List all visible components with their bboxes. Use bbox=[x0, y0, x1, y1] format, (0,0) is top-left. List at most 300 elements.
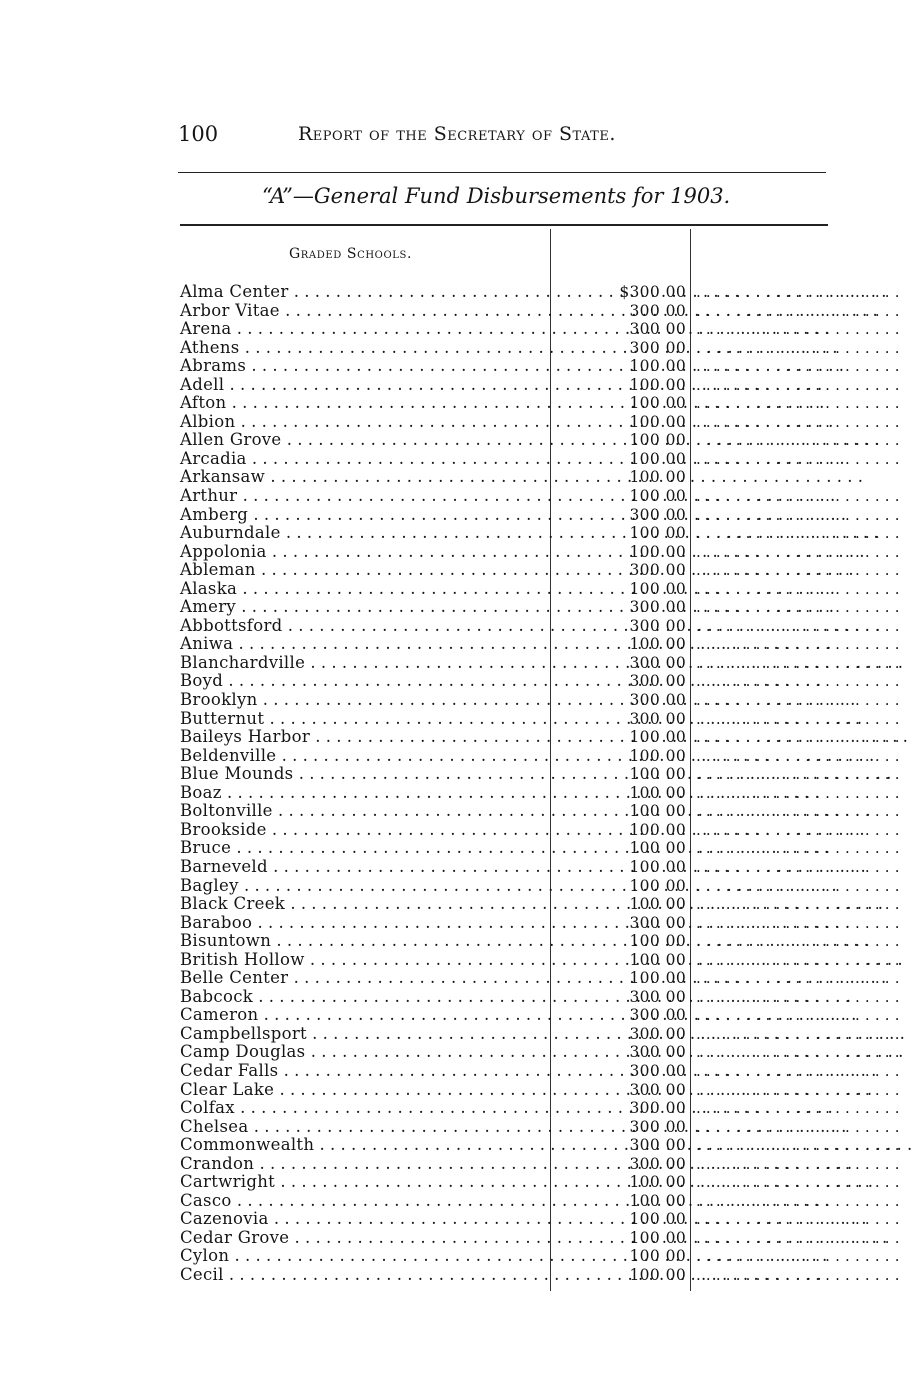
amount-dollars: 300 bbox=[629, 1043, 660, 1062]
amount-dollars: 100 bbox=[629, 932, 660, 951]
dot-leader: . . . . . . . . . . . . . . . . . . . . . bbox=[696, 913, 900, 932]
dot-leader: . . . . . . . . . . . . . . . . . . . . . bbox=[696, 783, 900, 802]
dot-leader: . . . . . . . . . . . . . . . . . . . . . bbox=[696, 746, 900, 765]
amount-cents: 00 bbox=[665, 839, 686, 858]
dot-leader: . . . . . . . . . . . . . . . . . . . . . bbox=[696, 283, 900, 301]
table-row bbox=[180, 1153, 900, 1174]
dot-leader: . . . . . . . . . . . . . . . . . . . . . bbox=[696, 635, 900, 654]
school-name: Abrams . . . bbox=[180, 357, 548, 376]
dot-leader: . . . . . . . . . . . . . . . . . . . . . bbox=[696, 524, 900, 543]
dot-leader: . . . . . . . . . . . . . . . . . . . . . bbox=[696, 357, 900, 376]
dot-leader: . . . . . . . . . . . . . . . . . . . . . bbox=[696, 616, 900, 635]
amount-dollars: $300 bbox=[619, 283, 660, 301]
amount-cents: 00 bbox=[665, 579, 686, 598]
school-name: Bruce . . . bbox=[180, 839, 548, 858]
dot-leader: . . . . . . . . . . . . . . . . . . . . . bbox=[696, 895, 900, 914]
amount bbox=[610, 598, 686, 617]
table-row bbox=[180, 782, 900, 803]
amount-cents: 00 bbox=[665, 1173, 686, 1192]
running-title: Report of the Secretary of State. bbox=[298, 123, 616, 145]
dot-leader: . . . . . . . . . . . . . . . . . . . . . bbox=[696, 1154, 900, 1173]
amount bbox=[610, 450, 686, 469]
dot-leader: . . . . . . . . . . . . . . . . . . . . . bbox=[696, 1117, 900, 1136]
amount bbox=[610, 895, 686, 914]
amount-dollars: 100 bbox=[629, 765, 660, 784]
school-name: Commonwealth . . . bbox=[180, 1136, 548, 1155]
amount bbox=[610, 858, 686, 877]
amount bbox=[610, 802, 686, 821]
amount-dollars: 300 bbox=[629, 338, 660, 357]
amount-dollars: 100 bbox=[629, 839, 660, 858]
amount-cents: 00 bbox=[665, 635, 686, 654]
table-row bbox=[180, 523, 900, 543]
amount-cents: 00 bbox=[665, 542, 686, 561]
amount-cents: 00 bbox=[665, 746, 686, 765]
amount bbox=[610, 691, 686, 710]
school-name: Blue Mounds . . . bbox=[180, 765, 548, 784]
amount-dollars: 300 bbox=[629, 320, 660, 339]
dot-leader: . . . . . . . . . . . . . . . . . . . . . bbox=[696, 579, 900, 598]
amount bbox=[610, 672, 686, 691]
school-name: Belle Center . . . bbox=[180, 969, 548, 988]
dot-leader: . . . . . . . . . . . . . . . . . . . . . bbox=[696, 1136, 900, 1155]
school-name: Baraboo . . . bbox=[180, 914, 548, 933]
amount bbox=[610, 561, 686, 580]
dot-leader: . . . . . . . . . . . . . . . . . . . . . bbox=[696, 1210, 900, 1229]
dot-leader: . . . . . . . . . . . . . . . . . . . . . bbox=[696, 320, 900, 339]
dot-leader: . . . . . . . . . . . . . . . . . . . . . bbox=[696, 857, 900, 876]
dot-leader: . . . . . . . . . . . . . . . . . . . . . bbox=[696, 1006, 900, 1025]
dot-leader: . . . . . . . . . . . . . . . . . . . . . bbox=[696, 431, 900, 450]
amount-dollars: 300 bbox=[629, 616, 660, 635]
table-row bbox=[180, 486, 900, 506]
amount-cents: 00 bbox=[665, 394, 686, 413]
school-name: Boltonville . . . bbox=[180, 802, 548, 821]
table-row bbox=[180, 1023, 900, 1044]
school-name: Arthur . . . bbox=[180, 487, 548, 506]
table-row bbox=[180, 634, 900, 654]
amount-dollars: 300 bbox=[629, 709, 660, 728]
dot-leader: . . . . . . . . . . . . . . . . . . . . . bbox=[696, 1099, 900, 1118]
amount bbox=[610, 1247, 686, 1266]
page-header bbox=[178, 122, 718, 152]
amount-cents: 00 bbox=[665, 301, 686, 320]
dot-leader: . . . . . . . . . . . . . . . . . . . . . bbox=[696, 672, 900, 691]
table-row bbox=[180, 597, 900, 617]
school-name: Boyd . . . bbox=[180, 672, 548, 691]
school-name: Casco . . . bbox=[180, 1192, 548, 1211]
amount bbox=[610, 357, 686, 376]
amount bbox=[610, 839, 686, 858]
amount-cents: 00 bbox=[665, 1228, 686, 1247]
school-name: Albion . . . bbox=[180, 413, 548, 432]
amount-cents: 00 bbox=[665, 561, 686, 580]
school-name: Beldenville . . . bbox=[180, 747, 548, 766]
dot-leader: . . . . . . . . . . . . . . . . . . . . . bbox=[696, 1247, 900, 1266]
amount bbox=[610, 1192, 686, 1211]
amount-dollars: 100 bbox=[629, 1191, 660, 1210]
amount bbox=[610, 1266, 686, 1285]
dot-leader: . . . . . . . . . . . . . . . . . . . . . bbox=[696, 728, 900, 747]
school-name: Arena . . . bbox=[180, 320, 548, 339]
dot-leader: . . . . . . . . . . . . . . . . . . . . . bbox=[696, 338, 900, 357]
amount-dollars: 300 bbox=[629, 1024, 660, 1043]
amount bbox=[610, 784, 686, 803]
table-row bbox=[180, 1005, 900, 1025]
amount-cents: 00 bbox=[665, 653, 686, 672]
amount bbox=[610, 468, 686, 487]
amount-dollars: 300 bbox=[629, 1080, 660, 1099]
amount bbox=[610, 543, 686, 562]
amount bbox=[610, 413, 686, 432]
school-name: Cazenovia . . . bbox=[180, 1210, 548, 1229]
amount-cents: 00 bbox=[665, 338, 686, 357]
table-row bbox=[180, 745, 900, 766]
amount bbox=[610, 376, 686, 395]
school-name: Bagley . . . bbox=[180, 877, 548, 896]
table-row bbox=[180, 912, 900, 933]
amount-cents: 00 bbox=[665, 431, 686, 450]
amount bbox=[610, 580, 686, 599]
amount-dollars: 300 bbox=[629, 1117, 660, 1136]
school-name: Alaska . . . bbox=[180, 580, 548, 599]
amount bbox=[610, 617, 686, 636]
dot-leader: . . . . . . . . . . . . . . . . . . . . . bbox=[696, 653, 900, 672]
amount-cents: 00 bbox=[665, 783, 686, 802]
school-name: Cylon . . . bbox=[180, 1247, 548, 1266]
dot-leader: . . . . . . . . . . . . . . . . . . . . . bbox=[696, 876, 900, 895]
dot-leader: . . . . . . . . . . . . . . . . . . . . . bbox=[696, 505, 900, 524]
amount-dollars: 100 bbox=[629, 579, 660, 598]
amount-cents: 00 bbox=[665, 857, 686, 876]
dot-leader: . . . . . . . . . . . . . . . . . . . . . bbox=[696, 1080, 900, 1099]
school-name: Amery . . . bbox=[180, 598, 548, 617]
dot-leader: . . . . . . . . . . . . . . . . . . . . . bbox=[696, 839, 900, 858]
table-row bbox=[180, 356, 900, 376]
amount-dollars: 300 bbox=[629, 1006, 660, 1025]
school-name: Boaz . . . bbox=[180, 784, 548, 803]
table-row bbox=[180, 1079, 900, 1100]
amount-dollars: 100 bbox=[629, 468, 660, 487]
dot-leader: . . . . . . . . . . . . . . . . . . . . . bbox=[696, 301, 900, 320]
amount-cents: 00 bbox=[665, 1080, 686, 1099]
amount-dollars: 300 bbox=[629, 1136, 660, 1155]
amount-cents: 00 bbox=[665, 820, 686, 839]
table-row bbox=[180, 894, 900, 914]
dot-leader: . . . . . . . . . . . . . . . . . . . . . bbox=[696, 561, 900, 580]
amount bbox=[610, 506, 686, 525]
amount-cents: 00 bbox=[665, 709, 686, 728]
amount-dollars: 100 bbox=[629, 857, 660, 876]
amount-cents: 00 bbox=[665, 449, 686, 468]
amount-dollars: 100 bbox=[629, 1173, 660, 1192]
amount-dollars: 100 bbox=[629, 412, 660, 431]
amount-cents: 00 bbox=[665, 1154, 686, 1173]
table-row bbox=[180, 1060, 900, 1081]
amount bbox=[610, 1025, 686, 1044]
amount-cents: 00 bbox=[665, 932, 686, 951]
amount-cents: 00 bbox=[665, 616, 686, 635]
table-row bbox=[180, 690, 900, 710]
table-row bbox=[180, 708, 900, 729]
dot-leader: . . . . . . . . . . . . . . . . . . . . . bbox=[696, 487, 900, 506]
school-name: Aniwa . . . bbox=[180, 635, 548, 654]
amount-cents: 00 bbox=[665, 1210, 686, 1229]
amount-dollars: 100 bbox=[629, 802, 660, 821]
top-rule bbox=[178, 172, 826, 173]
table-row bbox=[180, 1190, 900, 1211]
school-name: Babcock . . . bbox=[180, 988, 548, 1007]
amount-cents: 00 bbox=[665, 1265, 686, 1284]
school-name: Barneveld . . . bbox=[180, 858, 548, 877]
amount-dollars: 300 bbox=[629, 1154, 660, 1173]
school-name: Abbottsford . . . bbox=[180, 617, 548, 636]
dot-leader: . . . . . . . . . . . . . . . . . . . . . bbox=[696, 394, 900, 413]
school-name: Clear Lake . . . bbox=[180, 1081, 548, 1100]
dot-leader: . . . . . . . . . . . . . . . . . . . . . bbox=[696, 1228, 900, 1247]
amount-dollars: 300 bbox=[629, 598, 660, 617]
school-name: Brooklyn . . . bbox=[180, 691, 548, 710]
school-name: Athens . . . bbox=[180, 339, 548, 358]
table-row bbox=[180, 764, 900, 784]
table-row bbox=[180, 541, 900, 562]
dot-leader: . . . . . . . . . . . . . . . . . . . . . bbox=[696, 709, 900, 728]
amount-cents: 00 bbox=[665, 505, 686, 524]
school-name: British Hollow . . . bbox=[180, 951, 548, 970]
table-row bbox=[180, 801, 900, 821]
amount-dollars: 100 bbox=[629, 357, 660, 376]
table-row bbox=[180, 300, 900, 321]
amount-cents: 00 bbox=[665, 412, 686, 431]
amount bbox=[610, 320, 686, 339]
amount bbox=[610, 487, 686, 506]
table-row bbox=[180, 615, 900, 636]
amount-cents: 00 bbox=[665, 672, 686, 691]
amount-dollars: 100 bbox=[629, 876, 660, 895]
amount-cents: 00 bbox=[665, 598, 686, 617]
amount bbox=[610, 747, 686, 766]
title-rule bbox=[180, 224, 828, 226]
school-name: Bisuntown . . . bbox=[180, 932, 548, 951]
school-name: Chelsea . . . bbox=[180, 1118, 548, 1137]
amount-dollars: 100 bbox=[629, 1265, 660, 1284]
amount bbox=[610, 654, 686, 673]
dot-leader: . . . . . . . . . . . . . . . . . . . . . bbox=[696, 542, 900, 561]
amount-cents: 00 bbox=[665, 913, 686, 932]
school-name: Adell . . . bbox=[180, 376, 548, 395]
dot-leader: . . . . . . . . . . . . . . . . . . . . . bbox=[696, 1173, 900, 1192]
amount bbox=[610, 932, 686, 951]
table-row bbox=[180, 374, 900, 395]
school-name: Arcadia . . . bbox=[180, 450, 548, 469]
amount-dollars: 100 bbox=[629, 950, 660, 969]
amount-dollars: 100 bbox=[629, 487, 660, 506]
amount bbox=[610, 914, 686, 933]
amount bbox=[610, 1210, 686, 1229]
dot-leader: . . . . . . . . . . . . . . . . . . . . . bbox=[696, 375, 900, 394]
amount bbox=[610, 1006, 686, 1025]
table-row bbox=[180, 856, 900, 877]
amount-cents: 00 bbox=[665, 969, 686, 988]
table-row bbox=[180, 819, 900, 840]
amount-dollars: 300 bbox=[629, 691, 660, 710]
table-row bbox=[180, 875, 900, 896]
page-number: 100 bbox=[178, 122, 219, 146]
amount bbox=[610, 635, 686, 654]
amount-dollars: 300 bbox=[629, 301, 660, 320]
dot-leader: . . . . . . . . . . . . . . . . . . . . . bbox=[696, 1265, 900, 1284]
amount bbox=[610, 283, 686, 302]
amount-dollars: 100 bbox=[629, 431, 660, 450]
amount bbox=[610, 821, 686, 840]
table-row bbox=[180, 931, 900, 951]
amount-cents: 00 bbox=[665, 765, 686, 784]
amount-dollars: 100 bbox=[629, 635, 660, 654]
table-row bbox=[180, 652, 900, 673]
amount bbox=[610, 524, 686, 543]
amount-dollars: 100 bbox=[629, 820, 660, 839]
amount-cents: 00 bbox=[665, 1099, 686, 1118]
table-row bbox=[180, 319, 900, 339]
amount-cents: 00 bbox=[665, 1061, 686, 1080]
amount-dollars: 100 bbox=[629, 394, 660, 413]
school-name: Brookside . . . bbox=[180, 821, 548, 840]
amount-cents: 00 bbox=[665, 691, 686, 710]
dot-leader: . . . . . . . . . . . . . . . . . . . . . bbox=[696, 1043, 900, 1062]
amount bbox=[610, 969, 686, 988]
school-name: Colfax . . . bbox=[180, 1099, 548, 1118]
amount bbox=[610, 951, 686, 970]
table-row bbox=[180, 1042, 900, 1062]
amount-dollars: 100 bbox=[629, 1247, 660, 1266]
amount-cents: 00 bbox=[665, 895, 686, 914]
table-row bbox=[180, 560, 900, 580]
amount-dollars: 300 bbox=[629, 1061, 660, 1080]
amount-cents: 00 bbox=[665, 1117, 686, 1136]
table-row bbox=[180, 430, 900, 450]
amount-dollars: 100 bbox=[629, 783, 660, 802]
table-row bbox=[180, 411, 900, 432]
dot-leader: . . . . . . . . . . . . . . . . . . . . . bbox=[696, 765, 900, 784]
dot-leader: . . . . . . . . . . . . . . . . . . . . . bbox=[696, 932, 900, 951]
amount bbox=[610, 394, 686, 413]
amount-cents: 00 bbox=[665, 728, 686, 747]
amount-cents: 00 bbox=[665, 1191, 686, 1210]
school-name: Allen Grove . . . bbox=[180, 431, 548, 450]
amount bbox=[610, 1043, 686, 1062]
amount bbox=[610, 1099, 686, 1118]
school-name: Cedar Falls . . . bbox=[180, 1062, 548, 1081]
school-name: Cedar Grove . . . bbox=[180, 1229, 548, 1248]
table-row bbox=[180, 1264, 900, 1285]
amount-cents: 00 bbox=[665, 357, 686, 376]
table-row bbox=[180, 448, 900, 469]
table-row bbox=[180, 468, 832, 487]
amount-dollars: 300 bbox=[629, 653, 660, 672]
amount-cents: 00 bbox=[665, 1247, 686, 1266]
amount-dollars: 100 bbox=[629, 1228, 660, 1247]
amount-cents: 00 bbox=[665, 320, 686, 339]
amount bbox=[610, 1155, 686, 1174]
amount bbox=[610, 728, 686, 747]
school-name: Alma Center . . . bbox=[180, 283, 548, 302]
table-row bbox=[180, 337, 900, 358]
school-name: Amberg . . . bbox=[180, 506, 548, 525]
section-heading: Graded Schools. bbox=[289, 246, 413, 262]
school-name: Campbellsport . . . bbox=[180, 1025, 548, 1044]
school-name: Blanchardville . . . bbox=[180, 654, 548, 673]
amount-dollars: 300 bbox=[629, 561, 660, 580]
amount-cents: 00 bbox=[665, 950, 686, 969]
school-name: Cameron . . . bbox=[180, 1006, 548, 1025]
amount-cents: 00 bbox=[665, 524, 686, 543]
amount-dollars: 100 bbox=[629, 449, 660, 468]
school-name: Crandon . . . bbox=[180, 1155, 548, 1174]
amount-dollars: 300 bbox=[629, 1099, 660, 1118]
dot-leader: . . . . . . . . . . . . . . . . . . . . . bbox=[696, 1191, 900, 1210]
table-row bbox=[180, 393, 900, 413]
amount bbox=[610, 1229, 686, 1248]
dot-leader: . . . . . . . . . . . . . . . . . . . . . bbox=[696, 802, 900, 821]
school-name: Ableman . . . bbox=[180, 561, 548, 580]
amount bbox=[610, 988, 686, 1007]
amount-dollars: 100 bbox=[629, 524, 660, 543]
school-name: Appolonia . . . bbox=[180, 543, 548, 562]
amount-dollars: 100 bbox=[629, 375, 660, 394]
table-row bbox=[180, 504, 900, 525]
amount-cents: 00 bbox=[665, 468, 686, 487]
amount bbox=[610, 339, 686, 358]
dot-leader: . . . . . . . . . . . . . . . . . . . . . bbox=[696, 820, 900, 839]
school-name: Afton . . . bbox=[180, 394, 548, 413]
amount-dollars: 100 bbox=[629, 542, 660, 561]
amount-cents: 00 bbox=[665, 1136, 686, 1155]
amount-cents: 00 bbox=[665, 1006, 686, 1025]
amount bbox=[610, 710, 686, 729]
amount-cents: 00 bbox=[665, 987, 686, 1006]
table-row bbox=[180, 838, 900, 858]
dot-leader: . . . . . . . . . . . . . . . . . . . . . bbox=[696, 1061, 900, 1080]
school-name: Baileys Harbor . . . bbox=[180, 728, 548, 747]
amount bbox=[610, 1173, 686, 1192]
dot-leader: . . . . . . . . . . . . . . . . . . . . . bbox=[696, 950, 900, 969]
table-row bbox=[180, 986, 900, 1007]
school-name: Arkansaw . . . bbox=[180, 468, 548, 487]
table-row bbox=[180, 1172, 900, 1192]
amount-dollars: 300 bbox=[629, 913, 660, 932]
table-row bbox=[180, 1098, 900, 1118]
table-row bbox=[180, 949, 900, 970]
school-name: Auburndale . . . bbox=[180, 524, 548, 543]
dot-leader: . . . . . . . . . . . . . . . . . . . . . bbox=[696, 449, 900, 468]
table-row bbox=[180, 282, 900, 302]
amount bbox=[610, 1118, 686, 1137]
dot-leader: . . . . . . . . . . . . . . . . . . . . . bbox=[696, 987, 900, 1006]
amount-cents: 00 bbox=[665, 876, 686, 895]
table-row bbox=[180, 727, 900, 747]
amount bbox=[610, 431, 686, 450]
school-name: Black Creek . . . bbox=[180, 895, 548, 914]
amount-cents: 00 bbox=[665, 802, 686, 821]
amount-dollars: 300 bbox=[629, 505, 660, 524]
amount-dollars: 100 bbox=[629, 969, 660, 988]
amount-dollars: 100 bbox=[629, 1210, 660, 1229]
school-name: Cartwright . . . bbox=[180, 1173, 548, 1192]
amount-cents: 00 bbox=[665, 283, 686, 301]
table-row bbox=[180, 1116, 900, 1137]
table-row bbox=[180, 1209, 900, 1229]
amount bbox=[610, 1062, 686, 1081]
